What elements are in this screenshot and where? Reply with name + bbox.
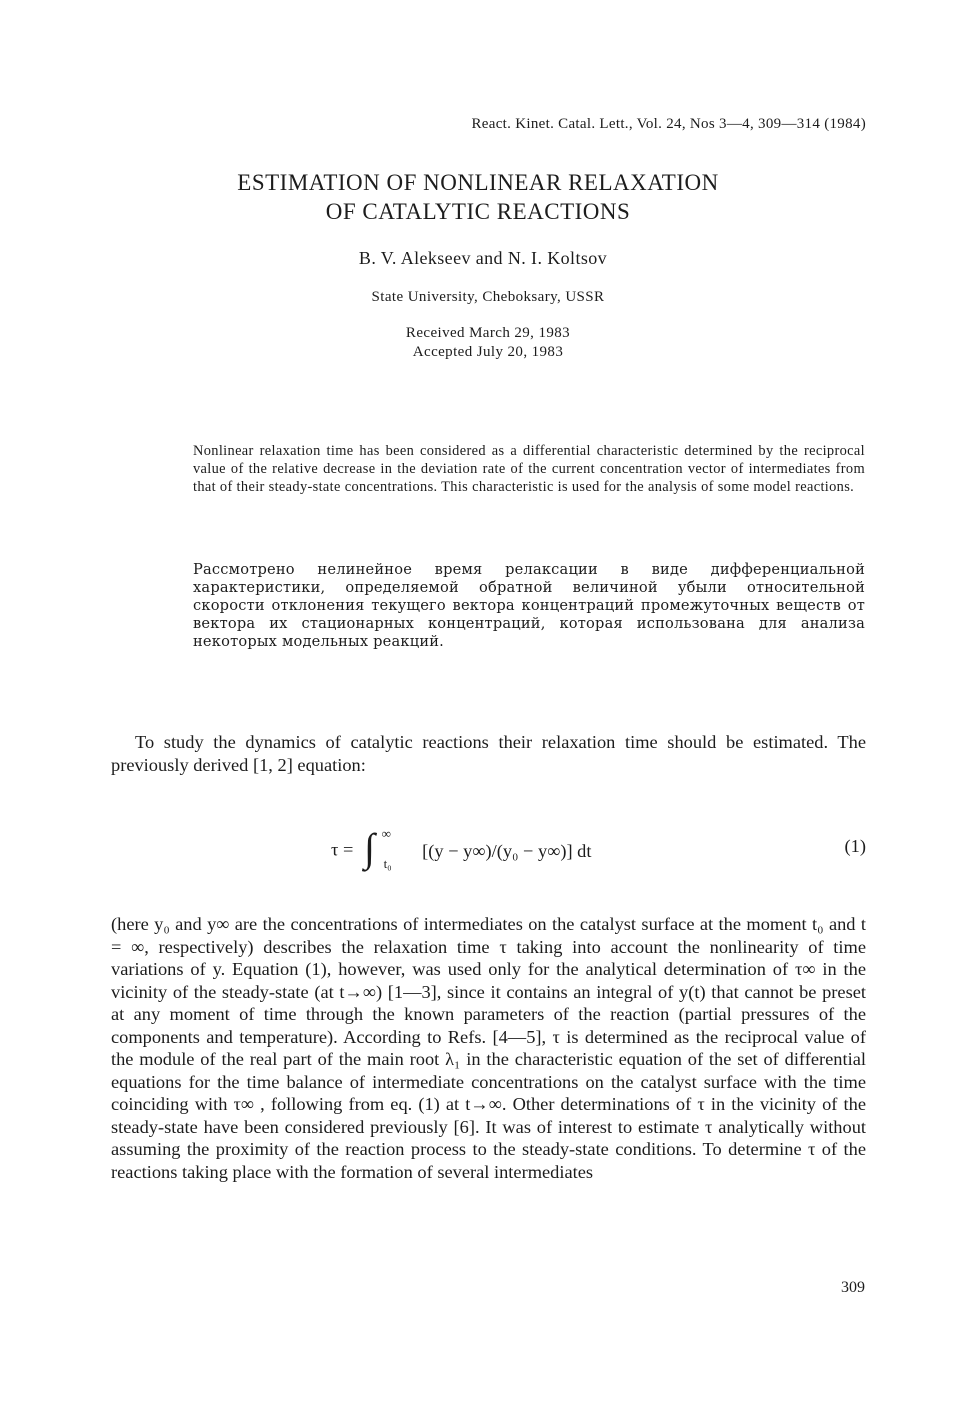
journal-reference: React. Kinet. Catal. Lett., Vol. 24, Nos 3—4, 309—314 (1984) — [471, 116, 866, 132]
integral-limits — [381, 825, 412, 872]
accepted-date: Accepted July 20, 1983 — [412, 344, 564, 360]
lower-limit: t₀ — [383, 855, 392, 871]
title-line-1: ESTIMATION OF NONLINEAR RELAXATION — [237, 170, 719, 195]
equation-1 — [111, 818, 866, 878]
integrand: [(y − y∞)/(y₀ − y∞)] dt — [422, 841, 592, 861]
affiliation: State University, Cheboksary, USSR — [371, 289, 605, 305]
title-line-2: OF CATALYTIC REACTIONS — [325, 199, 631, 224]
upper-limit: ∞ — [381, 825, 391, 841]
equation-number: (1) — [844, 836, 866, 856]
paper-title — [0, 168, 976, 226]
intro-paragraph: To study the dynamics of catalytic reactions their relaxation time should be estimated. The previously derived [1, 2] equation: — [111, 732, 866, 775]
integral-sign-icon: ∫ — [363, 825, 375, 870]
authors — [0, 248, 976, 269]
authors-text: B. V. Alekseev and N. I. Koltsov — [358, 248, 608, 268]
equation-lhs: τ = — [331, 839, 354, 860]
body-paragraph: (here y₀ and y∞ are the concentrations of intermediates on the catalyst surface at the moment t₀ and t = ∞, respectively) describes the relaxation time τ taking into account the nonlinearity of time variations of y. Equation (1), however, was used only for the analytical determination of τ∞ in the vicinity of the steady-state (at t→∞) [1—3], since it contains an integral of y(t) that cannot be preset at any moment of time through the known parameters of the reaction (partial pressures of the components and temperature). According to Refs. [4—5], τ is determined as the reciprocal value of the module of the real part of the main root λ₁ in the characteristic equation of the set of differential equations for the time balance of intermediate concentrations on the catalyst surface with the time coinciding with τ∞ , following from eq. (1) at t→∞. Other determinations of τ in the vicinity of the steady-state have been considered previously [6]. It was of interest to estimate τ analytically without assuming the proximity of the reaction process to the steady-state conditions. To determine τ of the reactions taking place with the formation of several intermediates — [111, 914, 866, 1182]
page-number: 309 — [841, 1279, 865, 1296]
submission-dates — [0, 324, 976, 362]
equation-formula — [331, 825, 592, 875]
received-date: Received March 29, 1983 — [405, 325, 571, 341]
abstract-russian: Рассмотрено нелинейное время релаксации в виде дифференциальной характеристики, определяемой обратной величиной убыли относительной скорости отклонения текущего вектора концентраций промежуточных веществ от вектора их стационарных концентраций, которая использована для анализа некоторых модельных реакций. — [193, 561, 865, 650]
abstract-english: Nonlinear relaxation time has been considered as a differential characteristic determined by the reciprocal value of the relative decrease in the deviation rate of the current concentration vector of intermediates from that of their steady-state concentrations. This characteristic is used for the analysis of some model reactions. — [193, 443, 865, 495]
